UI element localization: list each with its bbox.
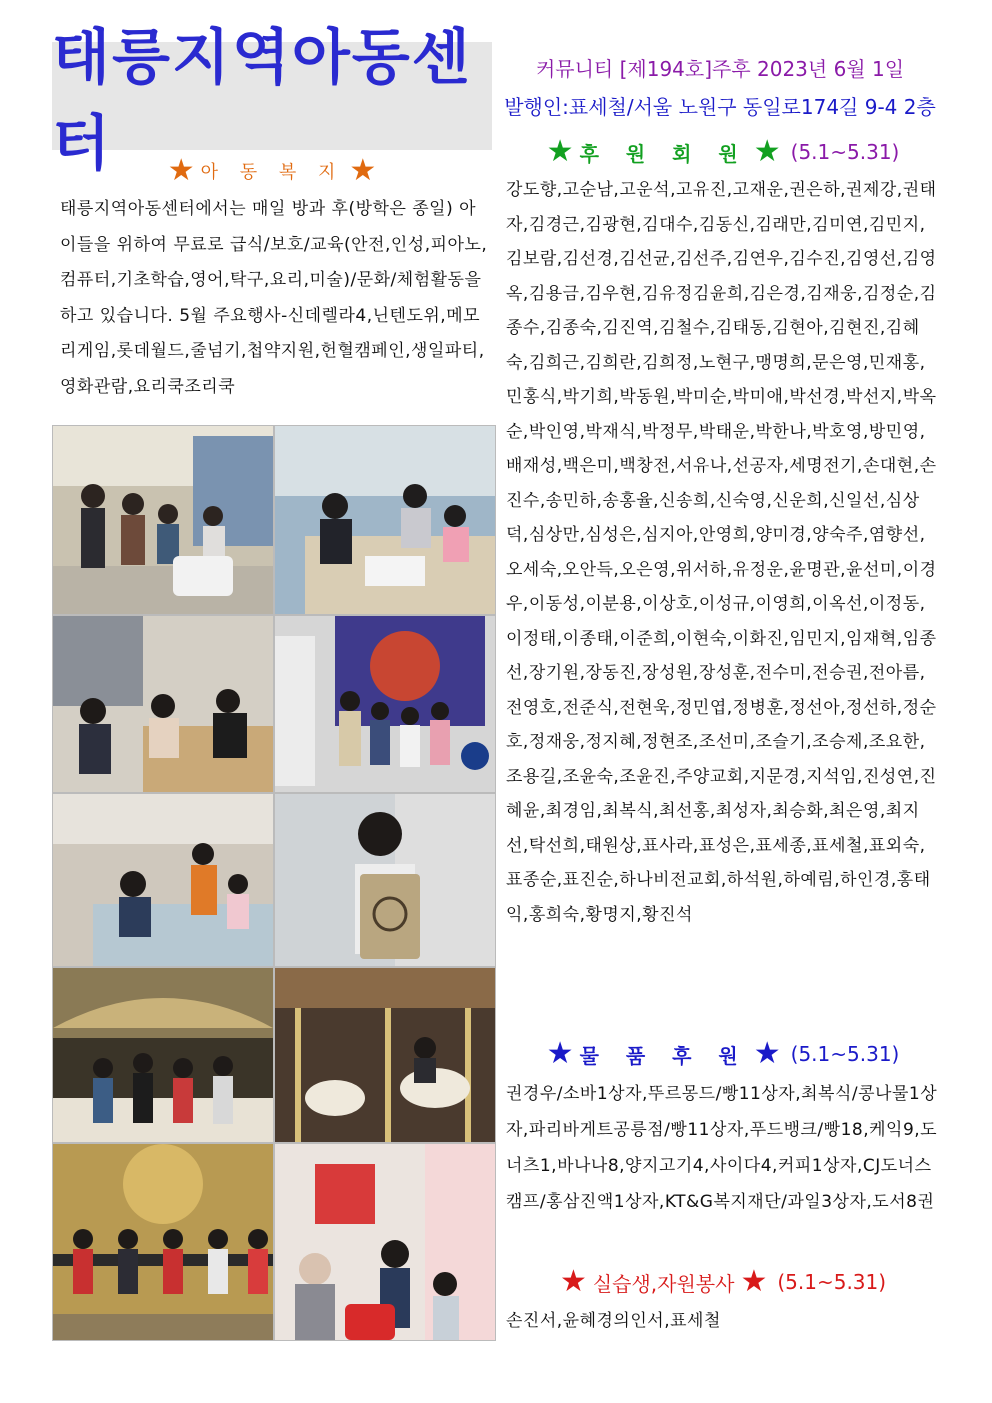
intern-heading [500, 1264, 940, 1300]
star-icon: ★ [546, 134, 574, 169]
photo-activity-table [274, 425, 496, 615]
intern-list: 손진서,윤혜경의인서,표세철 [506, 1311, 721, 1331]
photo-gift-box [274, 793, 496, 967]
goods-heading [500, 1036, 940, 1072]
photo-carousel-group [52, 967, 274, 1143]
goods-list: 권경우/소바1상자,뚜르몽드/빵11상자,최복식/콩나물1상자,파리바게트공릉점/빵11상자,푸드뱅크/빵18,케익9,도너츠1,바나나8,양지고기4,사이다4,커피1상자,CJ도너스캠프/홍삼진액1상자,KT&G복지재단/과일3상자,도서8권 [506, 1084, 938, 1212]
sponsor-period: (5.1~5.31) [790, 140, 900, 164]
photo-nintendo-poster [274, 615, 496, 793]
star-icon: ★ [740, 1264, 768, 1299]
issue-info: 커뮤니티 [제194호]주후 2023년 6월 1일 [535, 57, 905, 81]
intern-period: (5.1~5.31) [777, 1270, 887, 1294]
page-title: 태릉지역아동센터 [52, 23, 472, 179]
photo-cooking-class [52, 793, 274, 967]
sponsor-list: 강도향,고순남,고운석,고유진,고재운,권은하,권제강,권태자,김경근,김광현,김대수,김동신,김래만,김미연,김민지,김보람,김선경,김선균,김선주,김연우,김수진,김영선,김영옥,김용금,김우현,김유정김윤희,김은경,김재웅,김정순,김종수,김종숙,김진역,김철수,김태동,김현아,김현진,김혜숙,김희근,김희란,김희정,노현구,맹명희,문은영,민재홍,민홍식,박기희,박동원,박미순,박미애,박선경,박선지,박옥순,박인영,박재식,박정무,박태운,박한나,박호영,방민영,배재성,백은미,백창전,서유나,선공자,세명전기,손대현,손진수,송민하,송홍율,신송희,신숙영,신운희,신일선,심상덕,심상만,심성은,심지아,안영희,양미경,양숙주,염향선,오세숙,오안득,오은영,위서하,유정운,윤명관,윤선미,이경우,이동성,이분용,이상호,이성규,이영희,이옥선,이정동,이정태,이종태,이준희,이현숙,이화진,임민지,임재혁,임종선,장기원,장동진,장성원,장성훈,전수미,전승권,전아름,전영호,전준식,전현욱,정민엽,정병훈,정선아,정선하,정순호,정재웅,정지혜,정현조,조선미,조슬기,조승제,조요한,조용길,조윤숙,조윤진,주양교회,지문경,지석임,진성연,진혜윤,최경임,최복식,최선홍,최성자,최승화,최은영,최지선,탁선희,태원상,표사라,표성은,표세종,표세철,표외숙,표종순,표진순,하나비전교회,하석원,하예림,하인경,홍태익,홍희숙,황명지,황진석 [506, 180, 937, 925]
photo-ride-seats [52, 1143, 274, 1341]
sponsor-heading-label: 후 원 회 원 [579, 141, 748, 166]
star-icon: ★ [167, 153, 195, 188]
star-icon: ★ [559, 1264, 587, 1299]
photo-carousel-ride [274, 967, 496, 1143]
welfare-text: 태릉지역아동센터에서는 매일 방과 후(방학은 종일) 아이들을 위하여 무료로 급식/보호/교육(안전,인성,피아노,컴퓨터,기초학습,영어,탁구,요리,미술)/문화/체험활동을 하고 있습니다. 5월 주요행사-신데렐라4,닌텐도위,메모리게임,롯데월드,줄넘기,첩약지원,헌혈캠페인,생일파티,영화관람,요리쿡조리쿡 [60, 199, 488, 397]
star-icon: ★ [753, 134, 781, 169]
star-icon: ★ [546, 1036, 574, 1071]
photo-group-kids [52, 425, 274, 615]
goods-period: (5.1~5.31) [790, 1042, 900, 1066]
welfare-heading [52, 152, 492, 190]
photo-game-room [52, 615, 274, 793]
sponsor-heading [500, 134, 940, 170]
publisher-info: 발행인:표세철/서울 노원구 동일로174길 9-4 2층 [504, 95, 936, 119]
welfare-heading-label: 아 동 복 지 [200, 162, 344, 183]
star-icon: ★ [349, 153, 377, 188]
star-icon: ★ [753, 1036, 781, 1071]
intern-heading-label: 실습생,자원봉사 [592, 1271, 735, 1296]
goods-heading-label: 물 품 후 원 [579, 1043, 748, 1068]
photo-blood-donation [274, 1143, 496, 1341]
